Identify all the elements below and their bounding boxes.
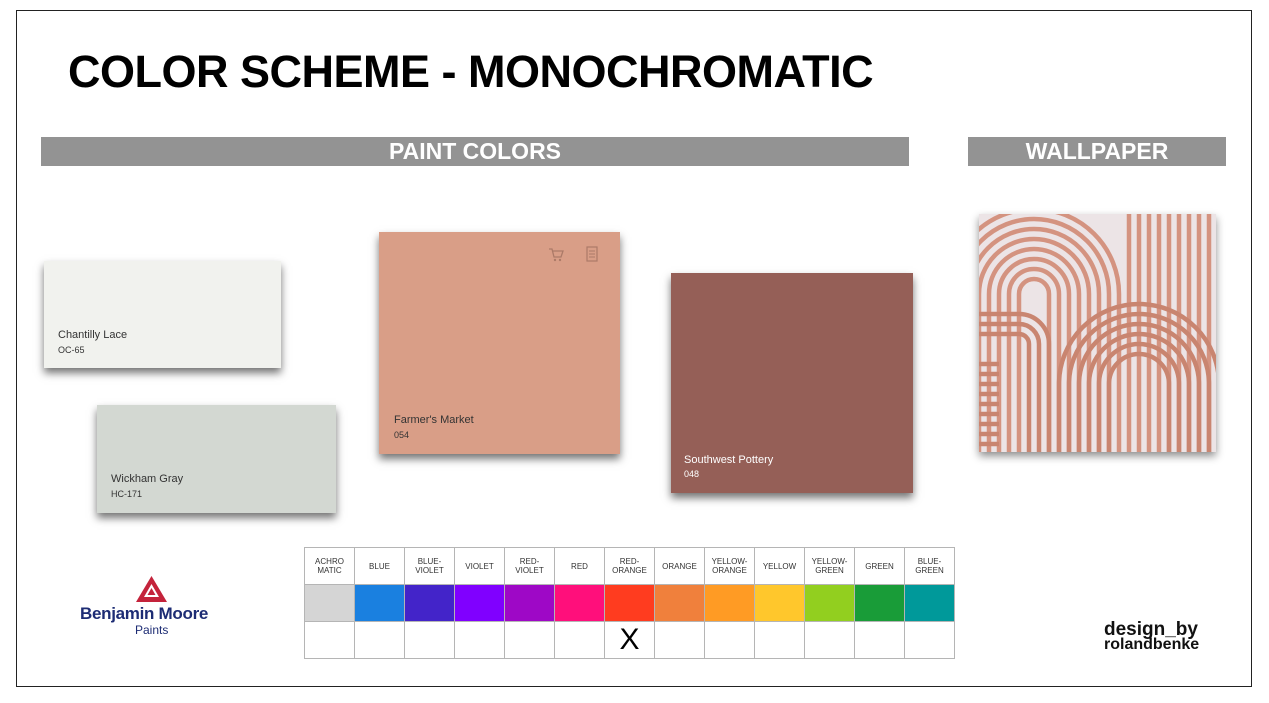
paint-card-chantilly-lace — [44, 261, 281, 368]
wheel-label-red-orange: RED- ORANGE — [605, 548, 655, 585]
wallpaper-swatch — [979, 214, 1216, 452]
brand-sub: Paints — [135, 623, 169, 637]
benjamin-moore-triangle-icon — [135, 575, 168, 603]
wheel-label-yellow: YELLOW — [755, 548, 805, 585]
wheel-label-orange: ORANGE — [655, 548, 705, 585]
wheel-mark-green — [855, 622, 905, 659]
wheel-swatch-green — [855, 585, 905, 622]
wheel-label-blue-green: BLUE- GREEN — [905, 548, 955, 585]
wheel-mark-red — [555, 622, 605, 659]
color-wheel-header-row — [305, 548, 955, 585]
wheel-swatch-yellow-green — [805, 585, 855, 622]
wheel-mark-red-violet — [505, 622, 555, 659]
wheel-mark-achro-matic — [305, 622, 355, 659]
credit-line-2: rolandbenke — [1104, 636, 1200, 653]
wheel-swatch-red-orange — [605, 585, 655, 622]
slide-title: COLOR SCHEME - MONOCHROMATIC — [68, 46, 874, 97]
paint-code: 048 — [684, 469, 700, 479]
wheel-swatch-yellow — [755, 585, 805, 622]
wheel-label-blue-violet: BLUE- VIOLET — [405, 548, 455, 585]
wheel-mark-orange — [655, 622, 705, 659]
credit-line-1: design_by — [1104, 619, 1198, 640]
wheel-mark-blue — [355, 622, 405, 659]
paint-name: Southwest Pottery — [684, 454, 774, 466]
paint-card-southwest-pottery — [671, 273, 913, 493]
designer-credit — [1104, 619, 1200, 653]
wheel-swatch-yellow-orange — [705, 585, 755, 622]
wallpaper-header: WALLPAPER — [968, 137, 1226, 166]
wheel-swatch-red-violet — [505, 585, 555, 622]
wheel-swatch-achro-matic — [305, 585, 355, 622]
document-icon[interactable] — [586, 246, 598, 262]
wheel-mark-blue-violet — [405, 622, 455, 659]
paint-name: Farmer's Market — [394, 414, 474, 426]
wheel-mark-yellow-orange — [705, 622, 755, 659]
paint-colors-header: PAINT COLORS — [41, 137, 909, 166]
wheel-swatch-blue — [355, 585, 405, 622]
paint-code: HC-171 — [111, 489, 143, 499]
color-wheel-swatch-row — [305, 585, 955, 622]
wheel-mark-blue-green — [905, 622, 955, 659]
paint-name: Chantilly Lace — [58, 329, 128, 341]
benjamin-moore-logo — [78, 575, 228, 637]
paint-card-farmers-market — [379, 232, 620, 454]
wheel-label-red: RED — [555, 548, 605, 585]
wheel-swatch-orange — [655, 585, 705, 622]
paint-code: OC-65 — [58, 345, 85, 355]
wheel-mark-red-orange: X — [605, 622, 655, 659]
cart-icon[interactable] — [548, 247, 564, 263]
wheel-label-green: GREEN — [855, 548, 905, 585]
wheel-swatch-blue-violet — [405, 585, 455, 622]
wheel-label-red-violet: RED- VIOLET — [505, 548, 555, 585]
wheel-mark-yellow — [755, 622, 805, 659]
wheel-swatch-red — [555, 585, 605, 622]
wheel-mark-yellow-green — [805, 622, 855, 659]
wheel-label-achro-matic: ACHRO MATIC — [305, 548, 355, 585]
wheel-mark-violet — [455, 622, 505, 659]
paint-name: Wickham Gray — [111, 473, 184, 485]
wheel-label-yellow-green: YELLOW- GREEN — [805, 548, 855, 585]
color-wheel-table — [304, 547, 955, 659]
wheel-label-violet: VIOLET — [455, 548, 505, 585]
wheel-label-blue: BLUE — [355, 548, 405, 585]
paint-card-wickham-gray — [97, 405, 336, 513]
color-wheel-mark-row — [305, 622, 955, 659]
paint-code: 054 — [394, 430, 410, 440]
wheel-label-yellow-orange: YELLOW- ORANGE — [705, 548, 755, 585]
wallpaper-pattern-image — [979, 214, 1216, 452]
brand-name: Benjamin Moore — [80, 604, 209, 623]
wheel-swatch-violet — [455, 585, 505, 622]
wheel-swatch-blue-green — [905, 585, 955, 622]
